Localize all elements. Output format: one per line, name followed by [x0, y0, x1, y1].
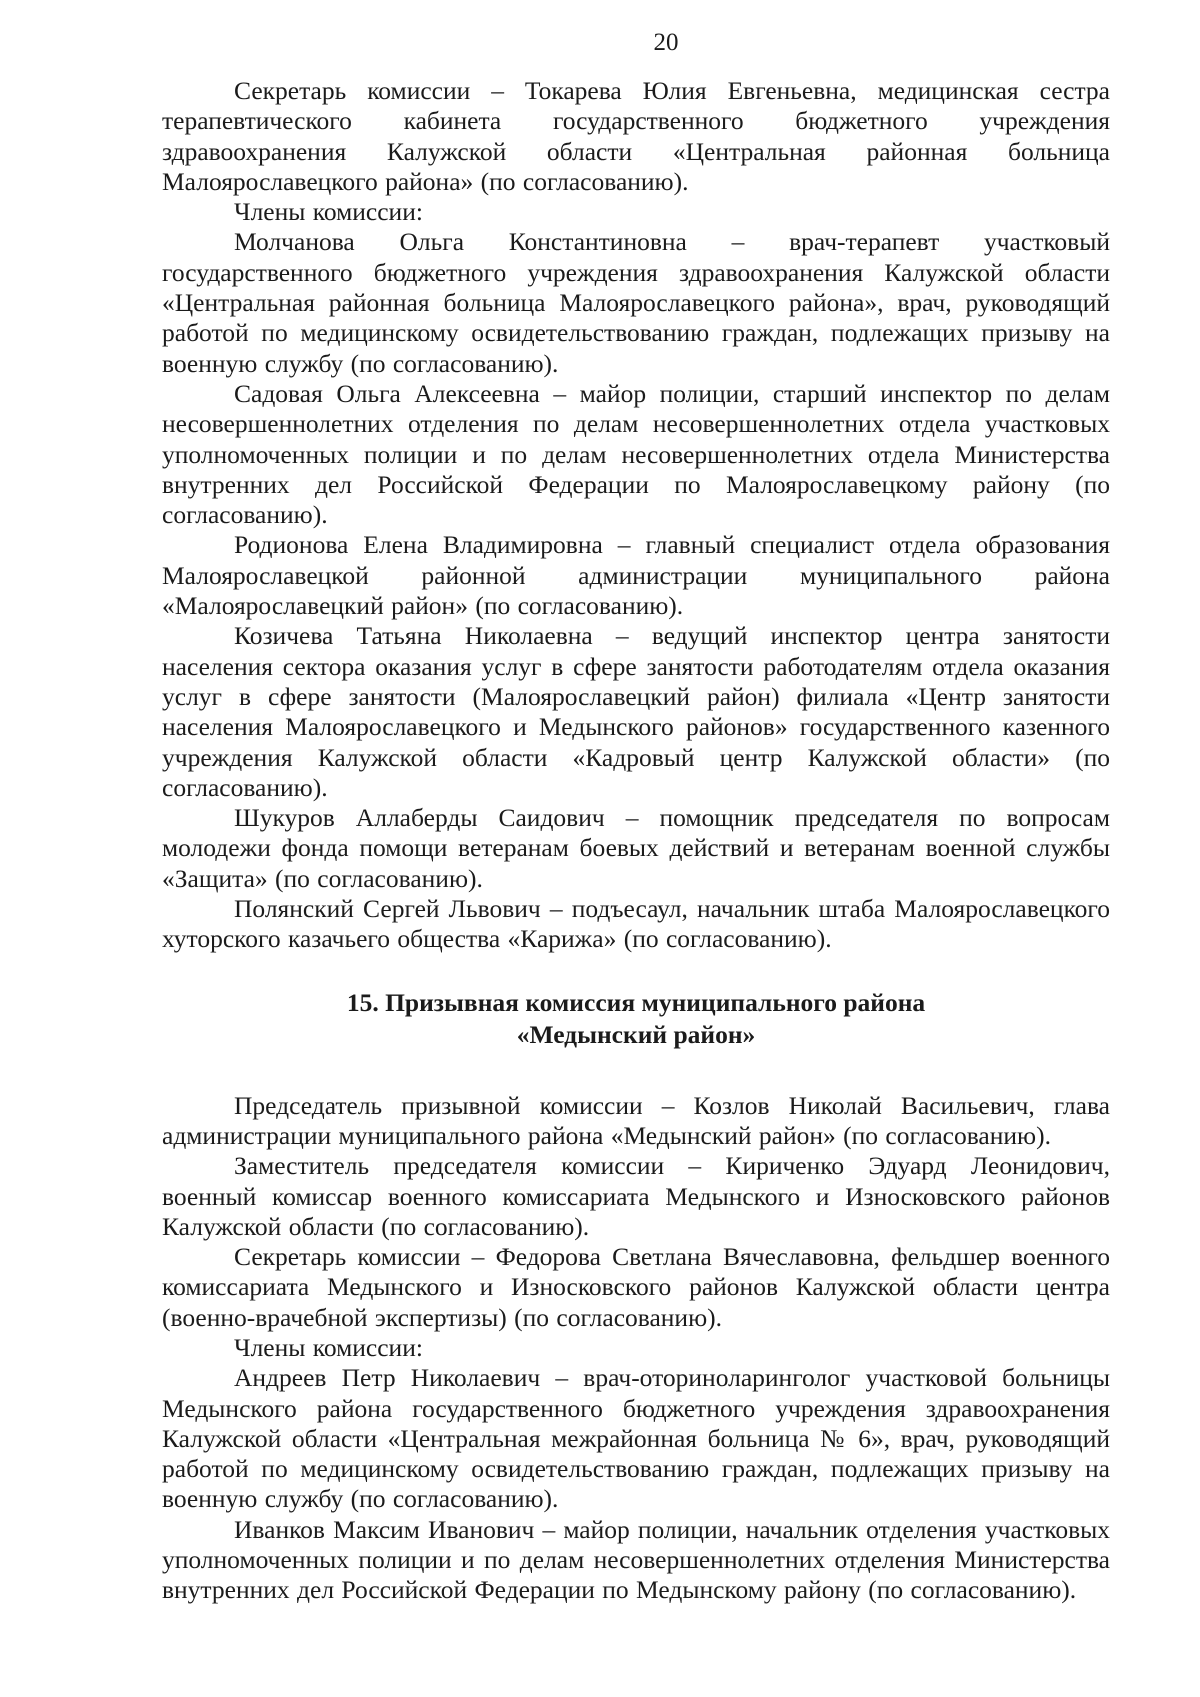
paragraph-secretary-tokareva: Секретарь комиссии – Токарева Юлия Евгеньевна, медицинская сестра терапевтического кабинета государственного бюджетного учреждения здравоохранения Калужской области «Центральная районная больница Малоярославецкого района» (по согласованию). [162, 76, 1110, 196]
page-number: 20 [653, 29, 679, 56]
paragraph-member-kozicheva: Козичева Татьяна Николаевна – ведущий инспектор центра занятости населения сектора оказания услуг в сфере занятости работодателям отдела оказания услуг в сфере занятости (Малоярославецкий район) филиала «Центр занятости населения Малоярославецкого и Медынского районов» государственного казенного учреждения Калужской области «Кадровый центр Калужской области» (по согласованию). [162, 621, 1110, 802]
paragraph-chairman-kozlov: Председатель призывной комиссии – Козлов Николай Васильевич, глава администрации муниципального района «Медынский район» (по согласованию). [162, 1090, 1110, 1150]
section-heading-line-2: «Медынский район» [516, 1019, 756, 1049]
paragraph-members-heading: Члены комиссии: [234, 197, 423, 227]
paragraph-member-polyanskiy: Полянский Сергей Львович – подъесаул, начальник штаба Малоярославецкого хуторского казачьего общества «Карижа» (по согласованию). [162, 894, 1110, 954]
section-heading [162, 987, 1110, 1051]
paragraph-member-rodionova: Родионова Елена Владимировна – главный специалист отдела образования Малоярославецкой районной администрации муниципального района «Малоярославецкий район» (по согласованию). [162, 530, 1110, 621]
paragraph-secretary-fedorova: Секретарь комиссии – Федорова Светлана Вячеславовна, фельдшер военного комиссариата Медынского и Износковского районов Калужской области центра (военно-врачебной экспертизы) (по согласованию). [162, 1242, 1110, 1332]
paragraph-member-ivankov: Иванков Максим Иванович – майор полиции, начальник отделения участковых уполномоченных полиции и по делам несовершеннолетних отделения Министерства внутренних дел Российской Федерации по Медынскому району (по согласованию). [162, 1514, 1110, 1605]
paragraph-member-andreev: Андреев Петр Николаевич – врач-оториноларинголог участковой больницы Медынского района государственного бюджетного учреждения здравоохранения Калужской области «Центральная межрайонная больница № 6», врач, руководящий работой по медицинскому освидетельствованию граждан, подлежащих призыву на военную службу (по согласованию). [162, 1363, 1110, 1514]
paragraph-member-shukurov: Шукуров Аллаберды Саидович – помощник председателя по вопросам молодежи фонда помощи ветеранам боевых действий и ветеранам военной службы «Защита» (по согласованию). [162, 803, 1110, 893]
paragraph-member-sadovaya: Садовая Ольга Алексеевна – майор полиции, старший инспектор по делам несовершеннолетних отделения по делам несовершеннолетних отдела участковых уполномоченных полиции и по делам несовершеннолетних отдела Министерства внутренних дел Российской Федерации по Малоярославецкому району (по согласованию). [162, 378, 1110, 530]
section-heading-line-1: 15. Призывная комиссия муниципального района [346, 987, 926, 1017]
paragraph-deputy-kirichenko: Заместитель председателя комиссии – Кириченко Эдуард Леонидович, военный комиссар военного комиссариата Медынского и Износковского районов Калужской области (по согласованию). [162, 1151, 1110, 1241]
paragraph-members-heading-2: Члены комиссии: [234, 1332, 423, 1362]
paragraph-member-molchanova: Молчанова Ольга Константиновна – врач-терапевт участковый государственного бюджетного учреждения здравоохранения Калужской области «Центральная районная больница Малоярославецкого района», врач, руководящий работой по медицинскому освидетельствованию граждан, подлежащих призыву на военную службу (по согласованию). [162, 227, 1110, 378]
